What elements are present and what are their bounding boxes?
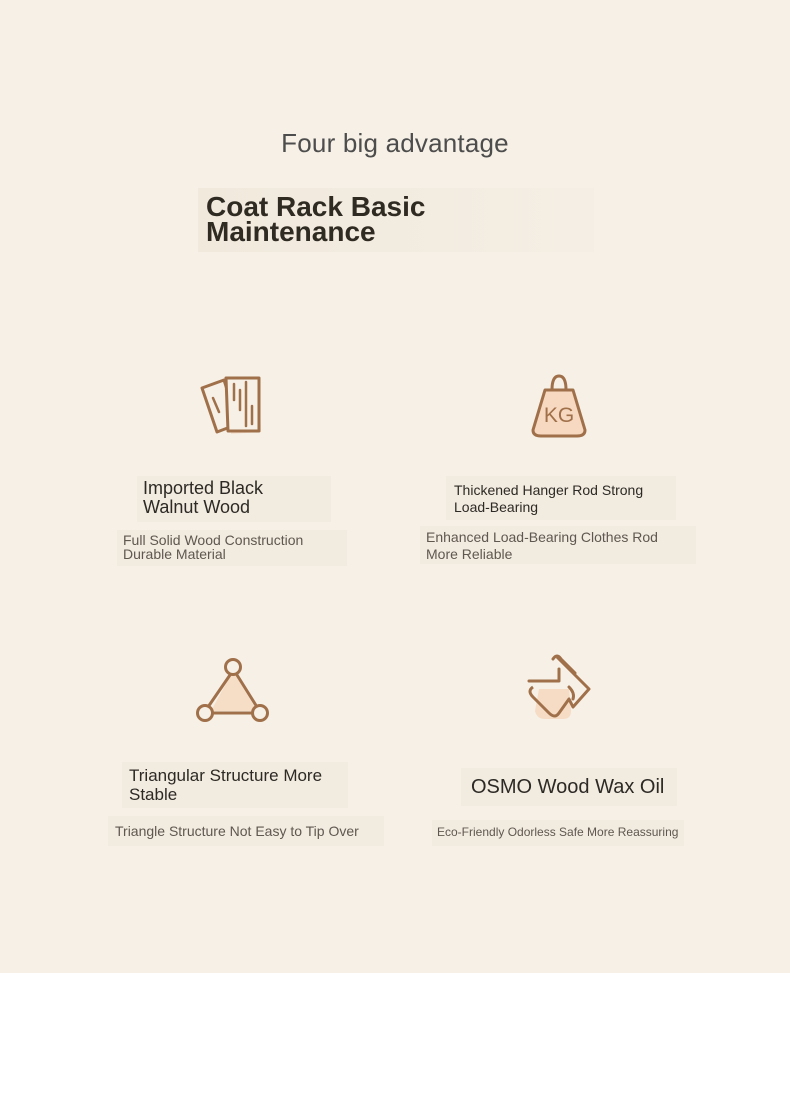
feature-desc-hanger-rod bbox=[426, 529, 658, 563]
feature-desc-line: Enhanced Load-Bearing Clothes Rod bbox=[426, 529, 658, 545]
feature-desc-line: Durable Material bbox=[123, 546, 226, 562]
feature-title-wax-oil bbox=[471, 775, 664, 799]
feature-title-line: Triangular Structure More bbox=[129, 766, 323, 785]
title-line-2: Maintenance bbox=[206, 216, 376, 247]
feature-desc-wax-oil bbox=[437, 825, 678, 839]
feature-title-line: Stable bbox=[129, 785, 178, 804]
feature-desc-line: Triangle Structure Not Easy to Tip Over bbox=[115, 823, 359, 839]
feature-title-line: Walnut Wood bbox=[143, 497, 251, 517]
title-line-1: Coat Rack Basic bbox=[206, 191, 426, 222]
feature-desc-line: More Reliable bbox=[426, 546, 513, 562]
feature-title-line: Imported Black bbox=[143, 478, 264, 498]
feature-title-triangle bbox=[129, 766, 322, 804]
paint-bucket-icon bbox=[519, 649, 599, 729]
feature-title-line: OSMO Wood Wax Oil bbox=[471, 776, 665, 798]
feature-desc-triangle bbox=[115, 823, 359, 839]
wood-planks-icon bbox=[193, 366, 273, 446]
triangle-structure-icon bbox=[193, 651, 273, 731]
feature-desc-walnut bbox=[123, 533, 303, 561]
feature-title-line: Load-Bearing bbox=[454, 499, 539, 515]
feature-title-walnut bbox=[143, 479, 263, 517]
feature-desc-line: Eco-Friendly Odorless Safe More Reassuring bbox=[437, 825, 679, 839]
page-title bbox=[206, 191, 506, 247]
feature-title-hanger-rod bbox=[454, 482, 643, 516]
kg-label: KG bbox=[543, 404, 575, 427]
kg-weight-icon bbox=[519, 368, 599, 448]
feature-desc-line: Full Solid Wood Construction bbox=[123, 532, 304, 548]
feature-title-line: Thickened Hanger Rod Strong bbox=[454, 482, 644, 498]
section-subtitle: Four big advantage bbox=[281, 128, 509, 158]
